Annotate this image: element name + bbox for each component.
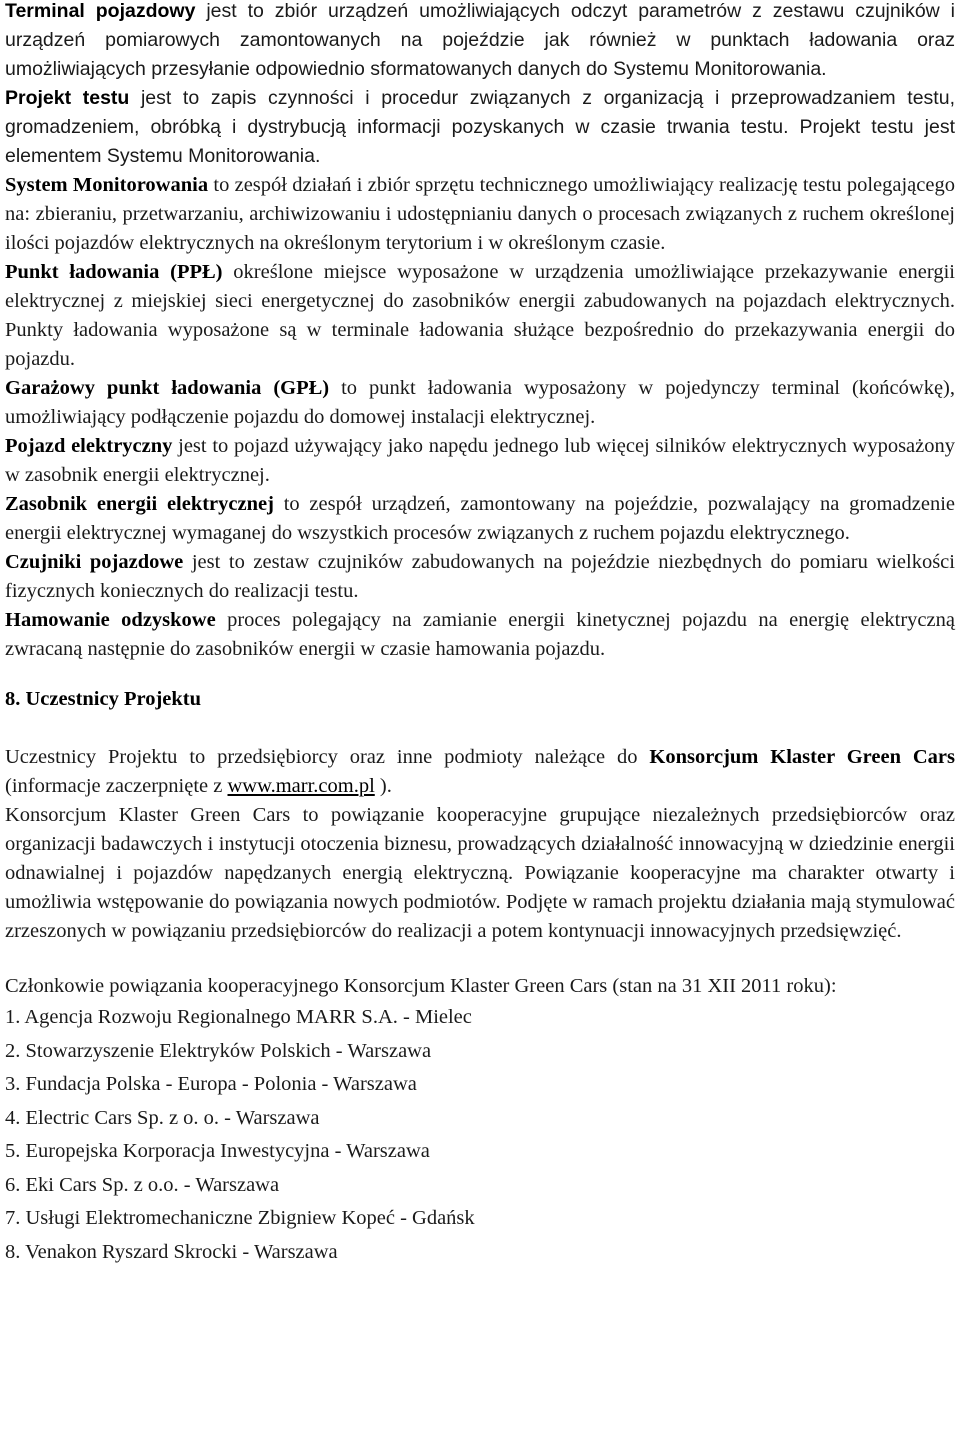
definition-garazowy-punkt-ladowania — [5, 374, 955, 432]
section-intro — [5, 743, 955, 801]
source-link[interactable]: www.marr.com.pl — [227, 775, 375, 797]
definition-term: System Monitorowania — [5, 174, 209, 196]
definition-text: to punkt ładowania wyposażony w pojedynczy terminal (końcówkę), umożliwiający podłączenie pojazdu do domowej instalacji elektrycznej. — [5, 377, 955, 428]
definition-term: Terminal pojazdowy — [5, 0, 196, 22]
intro-text: Uczestnicy Projektu to przedsiębiorcy oraz inne podmioty należące do — [5, 746, 650, 768]
definition-punkt-ladowania — [5, 258, 955, 374]
list-item: 5. Europejska Korporacja Inwestycyjna - Warszawa — [5, 1140, 430, 1162]
definition-term: Zasobnik energii elektrycznej — [5, 493, 274, 515]
list-item: 3. Fundacja Polska - Europa - Polonia - Warszawa — [5, 1073, 417, 1095]
definition-czujniki-pojazdowe — [5, 548, 955, 606]
members-list — [5, 1001, 955, 1269]
definition-hamowanie-odzyskowe — [5, 606, 955, 664]
definition-text: jest to pojazd używający jako napędu jednego lub więcej silników elektrycznych wyposażony w zasobnik energii elektrycznej. — [5, 435, 955, 486]
definition-term: Pojazd elektryczny — [5, 435, 173, 457]
list-item: 8. Venakon Ryszard Skrocki - Warszawa — [5, 1240, 338, 1263]
definition-text: proces polegający na zamianie energii kinetycznej pojazdu na energię elektryczną zwracaną następnie do zasobników energii w czasie hamowania pojazdu. — [5, 609, 955, 660]
intro-text: ). — [374, 775, 392, 797]
definition-terminal-pojazdowy — [5, 0, 955, 84]
list-item: 1. Agencja Rozwoju Regionalnego MARR S.A. - Mielec — [5, 1006, 472, 1028]
list-item: 6. Eki Cars Sp. z o.o. - Warszawa — [5, 1173, 280, 1196]
list-item: 2. Stowarzyszenie Elektryków Polskich - Warszawa — [5, 1039, 432, 1062]
intro-text: (informacje zaczerpnięte z — [5, 775, 228, 797]
definition-term: Garażowy punkt ładowania (GPŁ) — [5, 377, 330, 399]
definition-pojazd-elektryczny — [5, 432, 955, 490]
definition-text: to zespół urządzeń, zamontowany na pojeździe, pozwalający na gromadzenie energii elektrycznej wymaganej do wszystkich procesów związanych z ruchem pojazdu elektrycznego. — [5, 493, 955, 544]
definition-text: jest to zestaw czujników zabudowanych na pojeździe niezbędnych do pomiaru wielkości fizycznych koniecznych do realizacji testu. — [5, 551, 955, 602]
definition-text: określone miejsce wyposażone w urządzenia umożliwiające przekazywanie energii elektrycznej z miejskiej sieci energetycznej do zasobników energii zabudowanych na pojazdach elektrycznych. Punkty ładowania wyposażone są w terminale ładowania służące bezpośrednio do przekazywania energii do pojazdu. — [5, 261, 956, 370]
definition-term: Hamowanie odzyskowe — [5, 609, 216, 631]
definition-text: jest to zapis czynności i procedur związanych z organizacją i przeprowadzaniem testu, gromadzeniem, obróbką i dystrybucją informacji pozyskanych w czasie trwania testu. Projekt testu jest elementem Systemu Monitorowania. — [5, 87, 955, 167]
list-item: 7. Usługi Elektromechaniczne Zbigniew Kopeć - Gdańsk — [5, 1207, 475, 1229]
list-item: 4. Electric Cars Sp. z o. o. - Warszawa — [5, 1106, 320, 1129]
section-heading: 8. Uczestnicy Projektu — [5, 688, 202, 710]
definition-system-monitorowania — [5, 171, 955, 258]
definition-term: Czujniki pojazdowe — [5, 551, 184, 573]
definition-term: Projekt testu — [5, 87, 130, 109]
definition-text: jest to zbiór urządzeń umożliwiających odczyt parametrów z zestawu czujników i urządzeń pomiarowych zamontowanych na pojeździe jak również w punktach ładowania oraz umożliwiających przesyłanie odpowiednio sformatowanych danych do Systemu Monitorowania. — [5, 0, 955, 80]
consortium-name: Konsorcjum Klaster Green Cars — [649, 746, 955, 768]
definition-zasobnik-energii — [5, 490, 955, 548]
definition-text: to zespół działań i zbiór sprzętu technicznego umożliwiający realizację testu polegającego na: zbieraniu, przetwarzaniu, archiwizowaniu i udostępnianiu danych o procesach związanych z ruchem określonej ilości pojazdów elektrycznych na określonym terytorium i w określonym czasie. — [5, 174, 955, 254]
members-intro: Członkowie powiązania kooperacyjnego Konsorcjum Klaster Green Cars (stan na 31 XII 2011 roku): — [5, 975, 837, 997]
definition-term: Punkt ładowania (PPŁ) — [5, 261, 223, 283]
consortium-description: Konsorcjum Klaster Green Cars to powiązanie kooperacyjne grupujące niezależnych przedsiębiorców oraz organizacji badawczych i instytucji otoczenia biznesu, prowadzących działalność innowacyjną w dziedzinie energii odnawialnej i pojazdów napędzanych energią elektryczną. Powiązanie kooperacyjne ma charakter otwarty i umożliwia wstępowanie do powiązania nowych podmiotów. Podjęte w ramach projektu działania mają stymulować zrzeszonych w powiązaniu przedsiębiorców do realizacji a potem kontynuacji innowacyjnych przedsięwzięć. — [5, 804, 955, 942]
definition-projekt-testu — [5, 84, 955, 171]
